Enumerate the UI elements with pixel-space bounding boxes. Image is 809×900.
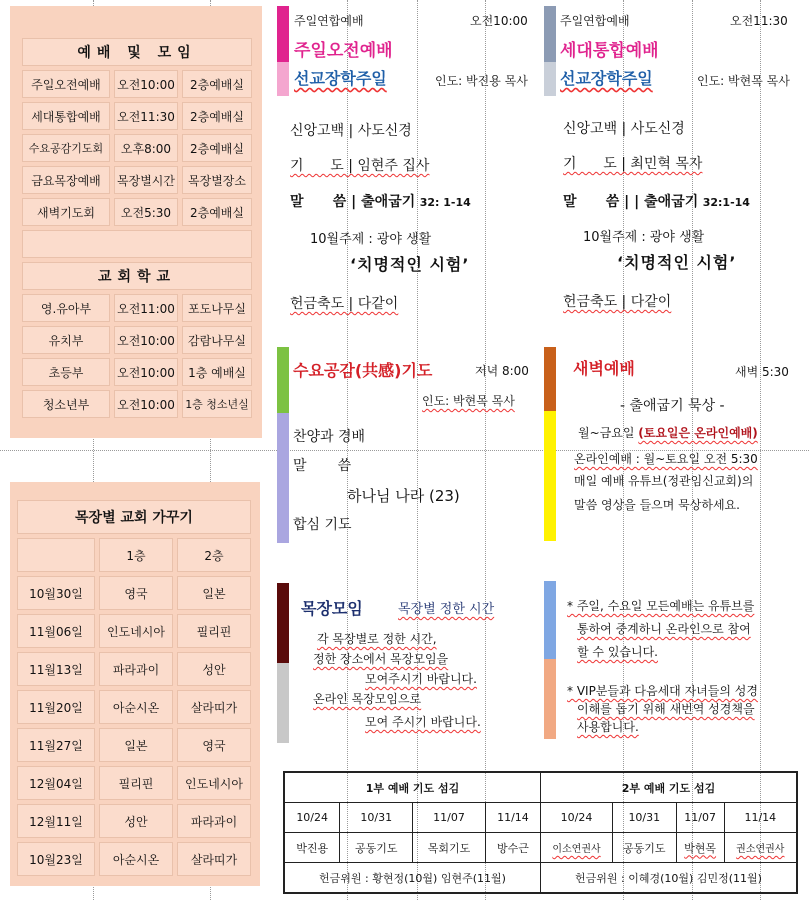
- rota-header-1: 1부 예배 기도 섬김: [284, 772, 540, 803]
- rota-offering-1: 헌금위원 : 황현정(10월) 임현주(11월): [284, 863, 540, 894]
- notes-bar-bottom: [544, 659, 556, 739]
- service2-bar-bottom: [544, 62, 556, 96]
- garden-header: 2층: [177, 538, 251, 572]
- service2-offering: 헌금축도 | 다같이: [563, 294, 672, 310]
- garden-cell: 10월30일: [17, 576, 95, 610]
- rota-name: 공동기도: [340, 833, 413, 863]
- garden-cell: 인도네시아: [99, 614, 173, 648]
- service2-word-ref: 32:1-14: [702, 196, 750, 209]
- rota-name: 목회기도: [413, 833, 486, 863]
- service2-time: 오전11:30: [730, 14, 788, 28]
- school-cell: 초등부: [22, 358, 110, 386]
- school-cell: 오전10:00: [114, 390, 178, 418]
- service2-creed: 신앙고백 | 사도신경: [563, 121, 685, 137]
- garden-cell: 11월20일: [17, 690, 95, 724]
- worship-cell: 수요공감기도회: [22, 134, 110, 162]
- wednesday-bar-top: [277, 347, 289, 413]
- garden-cell: 영국: [99, 576, 173, 610]
- rota-name: 박현목: [676, 833, 724, 863]
- worship-title: 예배 및 모임: [22, 38, 252, 66]
- garden-cell: 아순시온: [99, 690, 173, 724]
- garden-cell: 파라과이: [177, 804, 251, 838]
- garden-title: 목장별 교회 가꾸기: [17, 500, 251, 534]
- cell-line1: 각 목장별로 정한 시간,: [317, 632, 437, 646]
- service1-label: 주일연합예배: [294, 14, 364, 28]
- service2-bar-top: [544, 6, 556, 62]
- garden-cell: 살라띠가: [177, 690, 251, 724]
- garden-cell: 영국: [177, 728, 251, 762]
- school-cell: 1층 예배실: [182, 358, 252, 386]
- service1-sermon: ‘치명적인 시험’: [350, 255, 470, 274]
- garden-cell: 11월13일: [17, 652, 95, 686]
- service2-theme: 10월주제 : 광야 생활: [583, 230, 705, 245]
- garden-cell: 필리핀: [99, 766, 173, 800]
- rota-name: 권소연권사: [724, 833, 797, 863]
- cell-line3: 모여주시기 바랍니다.: [365, 672, 477, 686]
- worship-cell: 오전11:30: [114, 102, 178, 130]
- service2-sermon: ‘치명적인 시험’: [617, 253, 737, 272]
- wednesday-line1: 찬양과 경배: [293, 429, 366, 445]
- service1-leader: 인도: 박진용 목사: [435, 74, 528, 88]
- rota-date: 11/14: [724, 803, 797, 833]
- garden-cell: 일본: [177, 576, 251, 610]
- garden-header: 1층: [99, 538, 173, 572]
- cell-line5: 모여 주시기 바랍니다.: [365, 715, 481, 729]
- wednesday-title: 수요공감(共感)기도: [293, 361, 433, 380]
- worship-cell: 주일오전예배: [22, 70, 110, 98]
- dawn-days-note: (토요일은 온라인예배): [638, 426, 758, 440]
- garden-header: [17, 538, 95, 572]
- wednesday-sermon: 하나님 나라 (23): [347, 487, 460, 505]
- rota-offering-2: 헌금위원 : 이혜경(10월) 김민정(11월): [540, 863, 797, 894]
- cell-title: 목장모임: [301, 599, 363, 618]
- service2-subtitle: 선교장학주일: [560, 69, 653, 88]
- dawn-days: [578, 424, 758, 441]
- rota-name: 박진용: [284, 833, 340, 863]
- cell-bar-top: [277, 583, 289, 663]
- worship-cell: 세대통합예배: [22, 102, 110, 130]
- school-cell: 청소년부: [22, 390, 110, 418]
- worship-cell: 오전5:30: [114, 198, 178, 226]
- service1-creed: 신앙고백 | 사도신경: [290, 123, 412, 139]
- worship-cell: 오전10:00: [114, 70, 178, 98]
- garden-cell: 인도네시아: [177, 766, 251, 800]
- garden-cell: 일본: [99, 728, 173, 762]
- wednesday-leader: 인도: 박현목 목사: [422, 394, 515, 408]
- rota-name: 이소연권사: [540, 833, 612, 863]
- garden-cell: 성안: [99, 804, 173, 838]
- wednesday-time: 저녁 8:00: [475, 364, 529, 378]
- note2-line2: 이해를 돕기 위해 새번역 성경책을: [577, 702, 755, 716]
- worship-cell: 금요목장예배: [22, 166, 110, 194]
- rota-name: 방수근: [485, 833, 540, 863]
- school-cell: 감람나무실: [182, 326, 252, 354]
- dawn-bar-bottom: [544, 411, 556, 541]
- garden-cell: 아순시온: [99, 842, 173, 876]
- worship-cell: 오후8:00: [114, 134, 178, 162]
- wednesday-bar-bottom: [277, 413, 289, 543]
- rota-header-2: 2부 예배 기도 섬김: [540, 772, 797, 803]
- garden-cell: 12월11일: [17, 804, 95, 838]
- school-title: 교회학교: [22, 262, 252, 290]
- rota-date: 11/07: [676, 803, 724, 833]
- empty-row: [22, 230, 252, 258]
- dawn-subtitle: - 출애굽기 묵상 -: [620, 398, 725, 414]
- garden-cell: 11월27일: [17, 728, 95, 762]
- service1-word-text: 말 씀 | 출애굽기: [290, 194, 416, 210]
- worship-grid: [22, 38, 252, 418]
- service1-prayer: 기 도 | 임현주 집사: [290, 158, 430, 174]
- service1-word-ref: 32: 1-14: [419, 196, 471, 209]
- cell-bar-bottom: [277, 663, 289, 743]
- school-cell: 오전10:00: [114, 326, 178, 354]
- service1-bar-top: [277, 6, 289, 62]
- cell-time: 목장별 정한 시간: [398, 602, 495, 617]
- dawn-title: 새벽예배: [573, 359, 635, 378]
- rota-date: 10/31: [613, 803, 677, 833]
- garden-cell: 필리핀: [177, 614, 251, 648]
- garden-cell: 파라과이: [99, 652, 173, 686]
- service1-offering: 헌금축도 | 다같이: [290, 296, 399, 312]
- note2-line3: 사용합니다.: [577, 720, 639, 734]
- cell-line2: 정한 장소에서 목장모임을: [313, 652, 449, 666]
- dawn-online: 온라인예배 : 월~토요일 오전 5:30: [574, 452, 758, 466]
- worship-cell: 2층예배실: [182, 102, 252, 130]
- garden-cell: 살라띠가: [177, 842, 251, 876]
- service1-subtitle: 선교장학주일: [294, 69, 387, 88]
- service1-theme: 10월주제 : 광야 생활: [310, 232, 432, 247]
- service2-word-text: 말 씀 | | 출애굽기: [563, 194, 699, 210]
- wednesday-line3: 합심 기도: [293, 517, 352, 533]
- worship-cell: 2층예배실: [182, 134, 252, 162]
- worship-cell: 2층예배실: [182, 198, 252, 226]
- school-cell: 오전11:00: [114, 294, 178, 322]
- worship-cell: 목장별장소: [182, 166, 252, 194]
- service1-word: [290, 191, 471, 211]
- service2-label: 주일연합예배: [560, 14, 630, 28]
- school-cell: 유치부: [22, 326, 110, 354]
- rota-date: 10/24: [540, 803, 612, 833]
- rota-date: 11/07: [413, 803, 486, 833]
- cell-line4: 온라인 목장모임으로: [313, 692, 422, 706]
- worship-cell: 2층예배실: [182, 70, 252, 98]
- dawn-bar-top: [544, 347, 556, 411]
- school-cell: 영.유아부: [22, 294, 110, 322]
- dawn-days-text: 월~금요일: [578, 426, 635, 440]
- service2-leader: 인도: 박현목 목사: [697, 74, 790, 88]
- notes-bar-top: [544, 581, 556, 659]
- dawn-desc2: 말씀 영상을 들으며 묵상하세요.: [574, 498, 740, 512]
- garden-cell: 성안: [177, 652, 251, 686]
- note1-line2: 통하여 중계하니 온라인으로 참여: [577, 622, 751, 636]
- garden-cell: 12월04일: [17, 766, 95, 800]
- school-cell: 오전10:00: [114, 358, 178, 386]
- rota-date: 10/31: [340, 803, 413, 833]
- wednesday-line2: 말 씀: [293, 458, 352, 474]
- garden-grid: [17, 500, 251, 876]
- service1-time: 오전10:00: [470, 14, 528, 28]
- garden-cell: 11월06일: [17, 614, 95, 648]
- dawn-time: 새벽 5:30: [735, 365, 789, 379]
- note1-line3: 할 수 있습니다.: [577, 645, 658, 659]
- note1-line1: * 주일, 수요일 모든예배는 유튜브를: [567, 599, 755, 613]
- note2-line1: * VIP분들과 다음세대 자녀들의 성경: [567, 684, 758, 698]
- service2-word: [563, 191, 750, 211]
- dawn-desc1: 매일 예배 유튜브(정관임신교회)의: [574, 474, 754, 488]
- worship-cell: 목장별시간: [114, 166, 178, 194]
- rota-date: 10/24: [284, 803, 340, 833]
- service2-title: 세대통합예배: [560, 41, 659, 61]
- service1-bar-bottom: [277, 62, 289, 96]
- prayer-rota-table: [283, 771, 798, 894]
- service1-title: 주일오전예배: [294, 41, 393, 61]
- school-cell: 1층 청소년실: [182, 390, 252, 418]
- school-cell: 포도나무실: [182, 294, 252, 322]
- service2-prayer: 기 도 | 최민혁 목자: [563, 156, 703, 172]
- worship-cell: 새벽기도회: [22, 198, 110, 226]
- rota-date: 11/14: [485, 803, 540, 833]
- garden-cell: 10월23일: [17, 842, 95, 876]
- rota-name: 공동기도: [613, 833, 677, 863]
